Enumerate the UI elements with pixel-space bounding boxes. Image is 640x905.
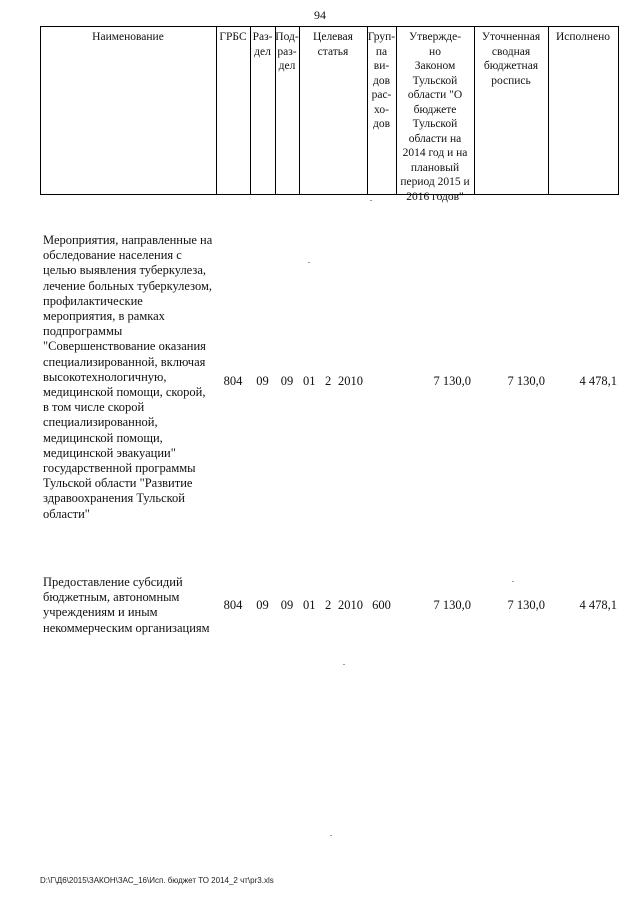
- col-border: [40, 26, 41, 195]
- header-top-border: [40, 26, 618, 27]
- header-razdel: Раз- дел: [252, 31, 273, 58]
- row-2-target-direction: 2010: [338, 598, 363, 612]
- col-border: [216, 26, 217, 195]
- row-1-approved: 7 130,0: [433, 374, 471, 388]
- row-1-refined: 7 130,0: [507, 374, 545, 388]
- col-border: [548, 26, 549, 195]
- page-number: 94: [314, 8, 326, 22]
- header-name: Наименование: [92, 31, 164, 43]
- row-2-target-program: 01: [303, 598, 316, 612]
- row-2-executed: 4 478,1: [579, 598, 617, 612]
- col-border: [618, 26, 619, 195]
- scan-speck: [370, 200, 372, 201]
- header-expense-type: Груп- па ви- дов рас- хо- дов: [367, 31, 396, 130]
- row-1-grbs: 804: [223, 374, 243, 388]
- header-refined: Уточненная сводная бюджетная роспись: [481, 31, 541, 87]
- row-2-podrazdel: 09: [280, 598, 294, 612]
- row-2-approved: 7 130,0: [433, 598, 471, 612]
- row-2-refined: 7 130,0: [507, 598, 545, 612]
- scan-speck: [308, 262, 310, 263]
- row-1-name: Мероприятия, направленные на обследование населения с целью выявления туберкулеза, лечение больных туберкулезом, профилактические мероприятия, в рамках подпрограммы "Совершенствование оказания специализированной, включая высокотехнологичную, медицинской помощи, скорой, в том числе скорой специализированной, медицинской помощи, медицинской эвакуации" государственной программы Тульской области "Развитие здравоохранения Тульской области": [43, 233, 213, 521]
- row-1-target-subprogram: 2: [325, 374, 332, 388]
- row-1-executed: 4 478,1: [579, 374, 617, 388]
- scan-speck: [343, 664, 345, 665]
- row-2-grbs: 804: [223, 598, 243, 612]
- header-bottom-border: [40, 194, 618, 195]
- scan-speck: [330, 835, 332, 836]
- row-2-razdel: 09: [256, 598, 269, 612]
- row-2-name: Предоставление субсидий бюджетным, автономным учреждениям и иным некоммерческим организациям: [43, 575, 210, 635]
- header-podrazdel: Под- раз- дел: [275, 31, 299, 72]
- row-2-expense-type: 600: [372, 598, 391, 612]
- footer-file-path: D:\Г\Д6\2015\ЗАКОН\ЗАС_16\Исп. бюджет ТО 2014_2 чт\pr3.xls: [40, 876, 274, 885]
- row-1-razdel: 09: [256, 374, 269, 388]
- header-executed: Исполнено: [555, 31, 611, 43]
- row-2-target-subprogram: 2: [325, 598, 332, 612]
- header-target: Целевая статья: [313, 31, 353, 58]
- row-1-target-program: 01: [303, 374, 316, 388]
- row-1-podrazdel: 09: [280, 374, 294, 388]
- row-1-target-direction: 2010: [338, 374, 363, 388]
- scan-speck: [512, 581, 514, 582]
- header-grbs: ГРБС: [219, 31, 247, 43]
- header-approved: Утвержде- но Законом Тульской области "О бюджете Тульской области на 2014 год и на плановый период 2015 и 2016 годов": [400, 31, 470, 203]
